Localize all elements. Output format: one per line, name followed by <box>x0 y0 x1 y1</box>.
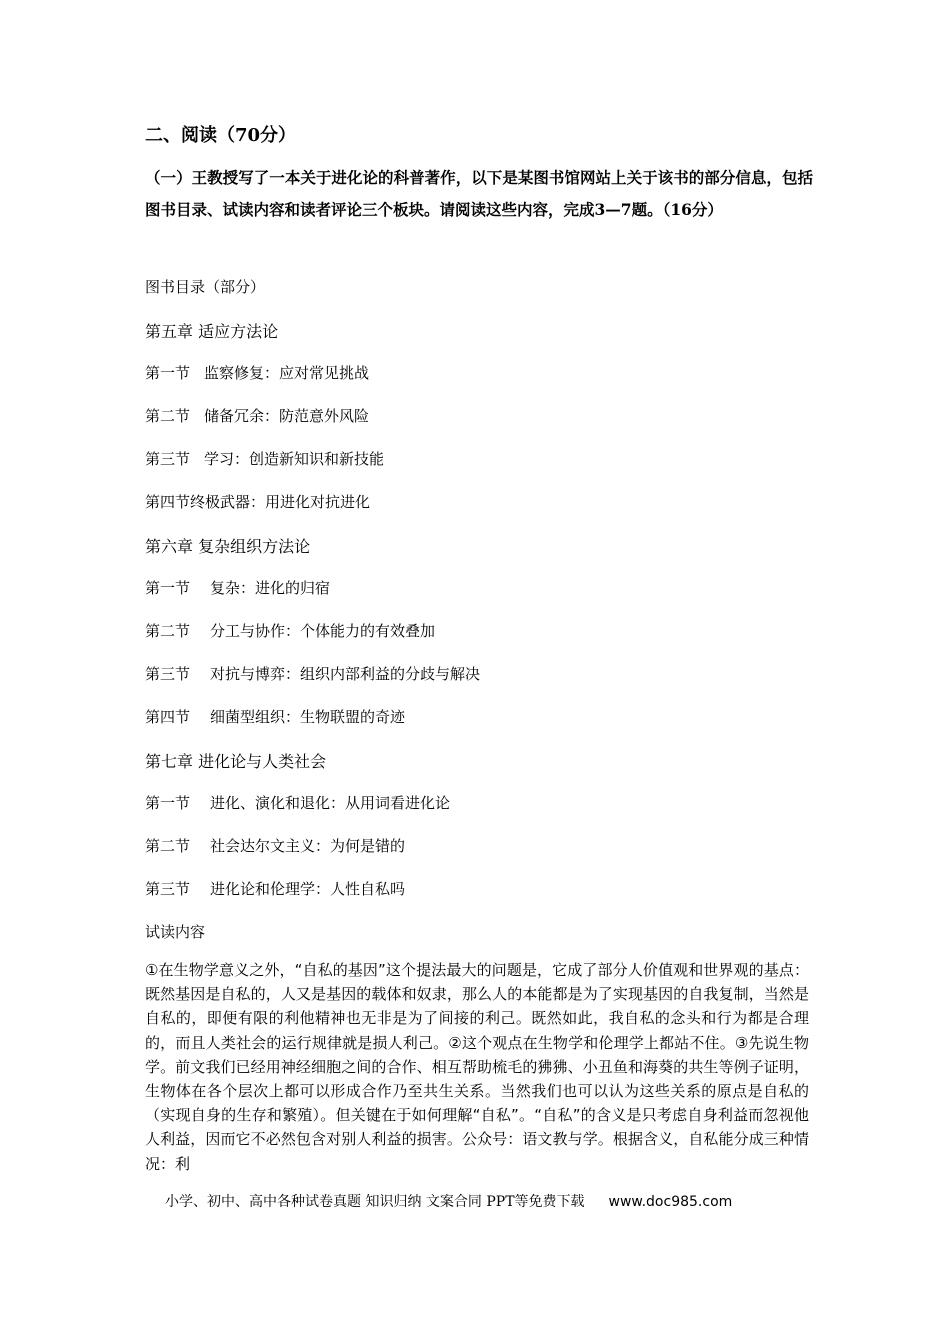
page-footer <box>165 1191 732 1211</box>
section-label: 第三节 <box>145 880 191 898</box>
toc-entry <box>145 792 450 813</box>
section-label: 第一节 <box>145 364 191 382</box>
toc-entry <box>145 620 435 641</box>
section-text: 储备冗余：防范意外风险 <box>204 407 370 425</box>
toc-heading: 图书目录（部分） <box>145 278 266 296</box>
footer-url[interactable]: www.doc985.com <box>608 1194 733 1210</box>
section-text: 复杂：进化的归宿 <box>210 579 331 597</box>
section-text: 细菌型组织：生物联盟的奇迹 <box>210 708 406 726</box>
section-text: 对抗与博弈：组织内部利益的分歧与解决 <box>210 665 481 683</box>
section-title: 二、阅读（70分） <box>145 125 297 146</box>
toc-entry <box>145 878 405 899</box>
section-label: 第四节 <box>145 493 191 511</box>
toc-entry <box>145 448 384 469</box>
section-label: 第三节 <box>145 450 191 468</box>
toc-entry <box>145 835 405 856</box>
section-text: 学习：创造新知识和新技能 <box>204 450 385 468</box>
section-label: 第一节 <box>145 579 191 597</box>
section-label: 第二节 <box>145 407 191 425</box>
toc-entry <box>145 577 330 598</box>
section-label: 第二节 <box>145 622 191 640</box>
toc-entry <box>145 405 369 426</box>
section-text: 分工与协作：个体能力的有效叠加 <box>210 622 436 640</box>
toc-entry <box>145 663 480 684</box>
trial-heading: 试读内容 <box>145 923 206 941</box>
toc-entry <box>145 706 405 727</box>
trial-body-text: ①在生物学意义之外，“自私的基因”这个提法最大的问题是，它成了部分人价值观和世界观的基点：既然基因是自私的，人又是基因的载体和奴隶，那么人的本能都是为了实现基因的自我复制，当然是自私的，即便有限的利他精神也无非是为了间接的利己。既然如此，我自私的念头和行为都是合理的，而且人类社会的运行规律就是损人利己。②这个观点在生物学和伦理学上都站不住。③先说生物学。前文我们已经用神经细胞之间的合作、相互帮助梳毛的狒狒、小丑鱼和海葵的共生等例子证明，生物体在各个层次上都可以形成合作乃至共生关系。当然我们也可以认为这些关系的原点是自私的（实现自身的生存和繁殖）。但关键在于如何理解“自私”。“自私”的含义是只考虑自身利益而忽视他人利益，因而它不必然包含对别人利益的损害。公众号：语文教与学。根据含义，自私能分成三种情况：利 <box>145 961 809 1173</box>
chapter-5-title: 第五章 适应方法论 <box>145 322 279 341</box>
section-text: 终极武器：用进化对抗进化 <box>190 493 371 511</box>
chapter-6-title: 第六章 复杂组织方法论 <box>145 537 311 556</box>
section-label: 第二节 <box>145 837 191 855</box>
chapter-7-title: 第七章 进化论与人类社会 <box>145 752 327 771</box>
section-text: 监察修复：应对常见挑战 <box>204 364 370 382</box>
toc-entry <box>145 491 370 512</box>
question-intro: （一）王教授写了一本关于进化论的科普著作，以下是某图书馆网站上关于该书的部分信息，包括图书目录、试读内容和读者评论三个板块。请阅读这些内容，完成3—7题。（16分） <box>145 168 813 219</box>
section-text: 进化论和伦理学：人性自私吗 <box>210 880 406 898</box>
section-label: 第一节 <box>145 794 191 812</box>
section-label: 第三节 <box>145 665 191 683</box>
toc-entry <box>145 362 369 383</box>
section-text: 社会达尔文主义：为何是错的 <box>210 837 406 855</box>
footer-text: 小学、初中、高中各种试卷真题 知识归纳 文案合同 PPT等免费下载 <box>165 1194 585 1210</box>
section-text: 进化、演化和退化：从用词看进化论 <box>210 794 451 812</box>
section-label: 第四节 <box>145 708 191 726</box>
